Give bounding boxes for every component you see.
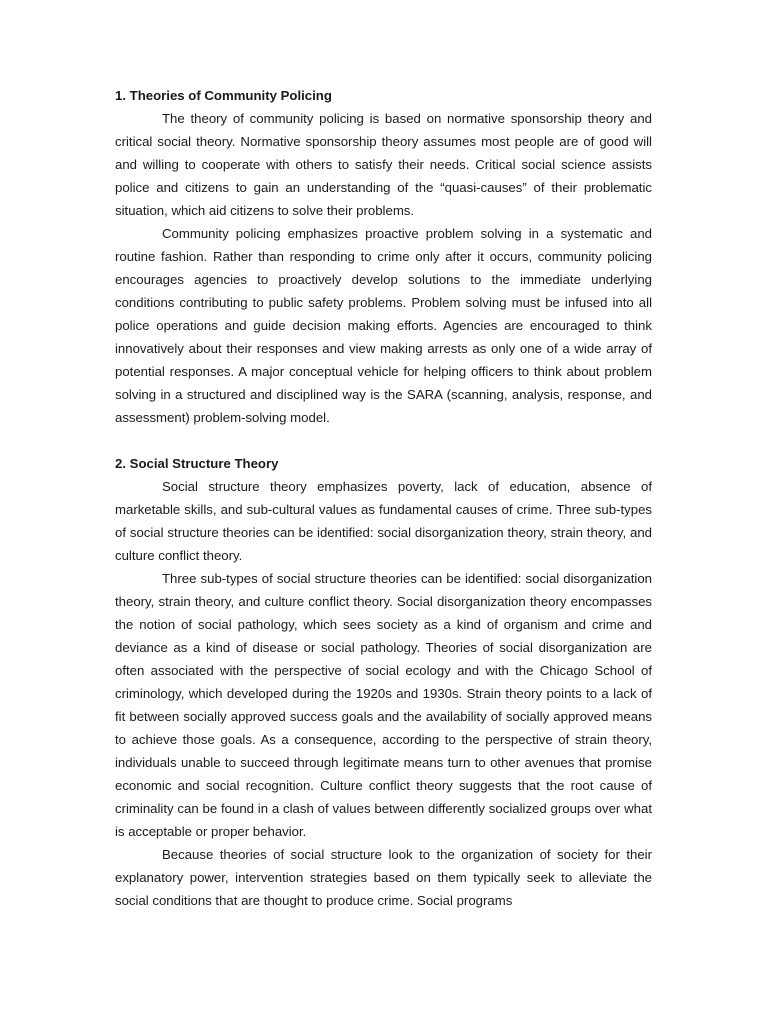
section-heading: 1. Theories of Community Policing: [115, 88, 332, 103]
document-body: [115, 84, 652, 912]
paragraph: The theory of community policing is based on normative sponsorship theory and critical social theory. Normative sponsorship theory assumes most people are of good will and willing to cooperate with others to satisfy their needs. Critical social science assists police and citizens to gain an understanding of the “quasi-causes” of their problematic situation, which aid citizens to solve their problems.: [115, 111, 652, 218]
section-community-policing: [115, 84, 652, 429]
paragraph: Community policing emphasizes proactive problem solving in a systematic and routine fashion. Rather than responding to crime only after it occurs, community policing encourages agencies to proactively develop solutions to the immediate underlying conditions contributing to public safety problems. Problem solving must be infused into all police operations and guide decision making efforts. Agencies are encouraged to think innovatively about their responses and view making arrests as only one of a wide array of potential responses. A major conceptual vehicle for helping officers to think about problem solving in a structured and disciplined way is the SARA (scanning, analysis, response, and assessment) problem-solving model.: [115, 226, 652, 425]
paragraph: Social structure theory emphasizes poverty, lack of education, absence of marketable skills, and sub-cultural values as fundamental causes of crime. Three sub-types of social structure theories can be identified: social disorganization theory, strain theory, and culture conflict theory.: [115, 479, 652, 563]
section-heading: 2. Social Structure Theory: [115, 456, 279, 471]
section-social-structure-theory: [115, 452, 652, 912]
paragraph: Three sub-types of social structure theories can be identified: social disorganization theory, strain theory, and culture conflict theory. Social disorganization theory encompasses the notion of social pathology, which sees society as a kind of organism and crime and deviance as a kind of disease or social pathology. Theories of social disorganization are often associated with the perspective of social ecology and with the Chicago School of criminology, which developed during the 1920s and 1930s. Strain theory points to a lack of fit between socially approved success goals and the availability of socially approved means to achieve those goals. As a consequence, according to the perspective of strain theory, individuals unable to succeed through legitimate means turn to other avenues that promise economic and social recognition. Culture conflict theory suggests that the root cause of criminality can be found in a clash of values between differently socialized groups over what is acceptable or proper behavior.: [115, 571, 652, 839]
paragraph: Because theories of social structure look to the organization of society for their explanatory power, intervention strategies based on them typically seek to alleviate the social conditions that are thought to produce crime. Social programs: [115, 847, 652, 908]
